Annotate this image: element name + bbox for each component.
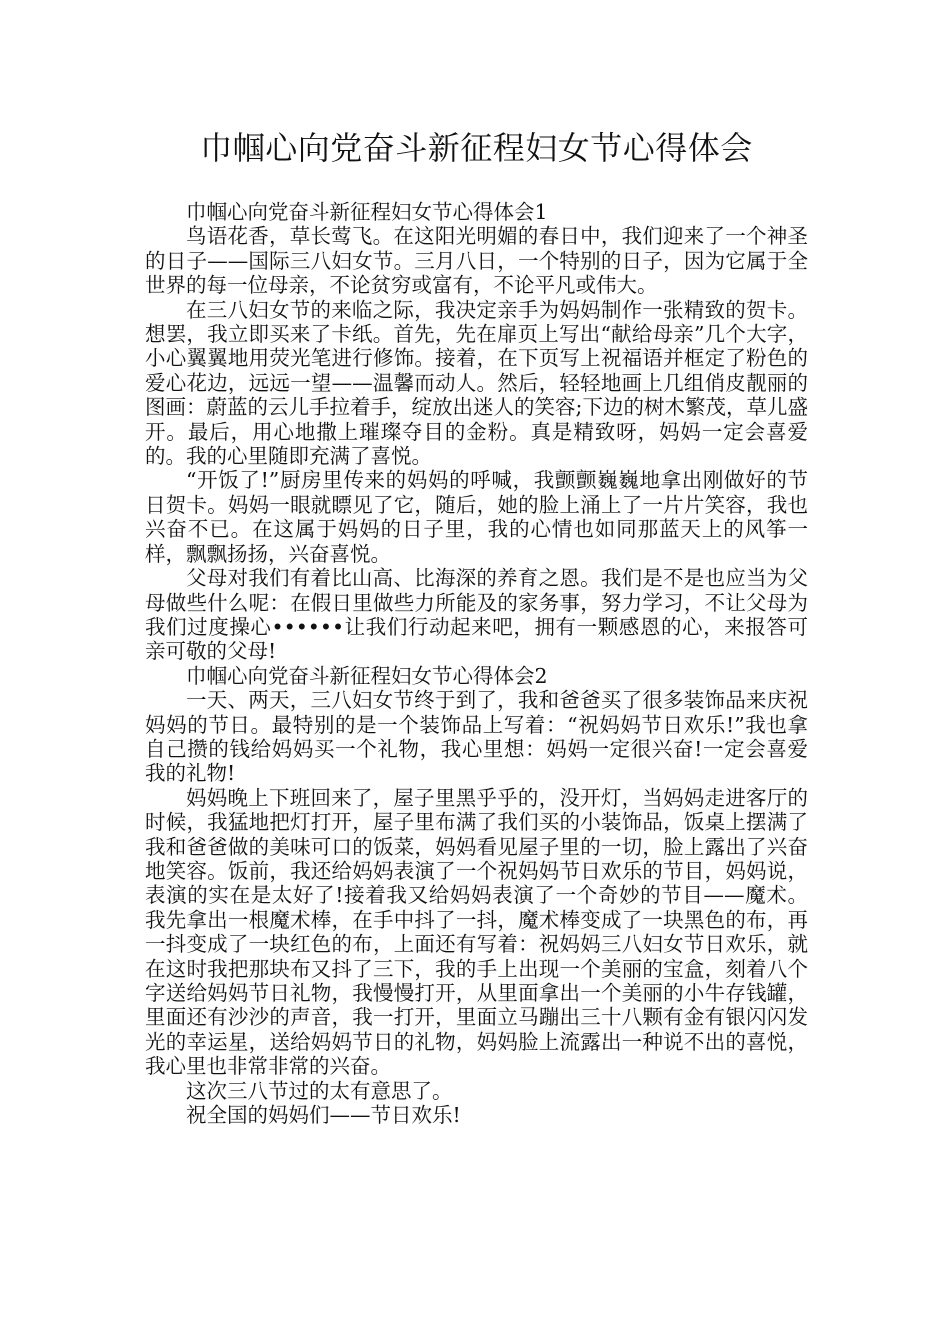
paragraph: “开饭了!”厨房里传来的妈妈的呼喊，我颤颤巍巍地拿出刚做好的节日贺卡。妈妈一眼就瞟见了它，随后，她的脸上涌上了一片片笑容，我也兴奋不已。在这属于妈妈的日子里，我的心情也如同那蓝天上的风筝一样，飘飘扬扬，兴奋喜悦。	[145, 468, 808, 566]
section-heading-2: 巾帼心向党奋斗新征程妇女节心得体会2	[186, 663, 548, 688]
paragraph: 祝全国的妈妈们——节日欢乐!	[186, 1103, 461, 1128]
paragraph: 在三八妇女节的来临之际，我决定亲手为妈妈制作一张精致的贺卡。想罢，我立即买来了卡纸。首先，先在扉页上写出“献给母亲”几个大字，小心翼翼地用荧光笔进行修饰。接着，在下页写上祝福语并框定了粉色的爱心花边，远远一望——温馨而动人。然后，轻轻地画上几组俏皮靓丽的图画：蔚蓝的云儿手拉着手，绽放出迷人的笑容;下边的树木繁茂，草儿盛开。最后，用心地撒上璀璨夺目的金粉。真是精致呀，妈妈一定会喜爱的。我的心里随即充满了喜悦。	[145, 297, 808, 469]
paragraph: 这次三八节过的太有意思了。	[186, 1078, 453, 1103]
paragraph: 父母对我们有着比山高、比海深的养育之恩。我们是不是也应当为父母做些什么呢：在假日里做些力所能及的家务事，努力学习，不让父母为我们过度操心••••••让我们行动起来吧，拥有一颗感恩的心，来报答可亲可敬的父母!	[145, 566, 808, 664]
paragraph: 一天、两天，三八妇女节终于到了，我和爸爸买了很多装饰品来庆祝妈妈的节日。最特别的是一个装饰品上写着：“祝妈妈节日欢乐!”我也拿自己攒的钱给妈妈买一个礼物，我心里想：妈妈一定很兴奋!一定会喜爱我的礼物!	[145, 688, 808, 786]
section-heading-1: 巾帼心向党奋斗新征程妇女节心得体会1	[186, 200, 548, 224]
paragraph: 妈妈晚上下班回来了，屋子里黑乎乎的，没开灯，当妈妈走进客厅的时候，我猛地把灯打开，屋子里布满了我们买的小装饰品，饭桌上摆满了我和爸爸做的美味可口的饭菜，妈妈看见屋子里的一切，脸上露出了兴奋地笑容。饭前，我还给妈妈表演了一个祝妈妈节日欢乐的节目，妈妈说，表演的实在是太好了!接着我又给妈妈表演了一个奇妙的节目——魔术。我先拿出一根魔术棒，在手中抖了一抖，魔术棒变成了一块黑色的布，再一抖变成了一块红色的布，上面还有写着：祝妈妈三八妇女节日欢乐，就在这时我把那块布又抖了三下，我的手上出现一个美丽的宝盒，刻着八个字送给妈妈节日礼物，我慢慢打开，从里面拿出一个美丽的小牛存钱罐，里面还有沙沙的声音，我一打开，里面立马蹦出三十八颗有金有银闪闪发光的幸运星，送给妈妈节日的礼物，妈妈脸上流露出一种说不出的喜悦，我心里也非常非常的兴奋。	[145, 785, 808, 1079]
paragraph: 鸟语花香，草长莺飞。在这阳光明媚的春日中，我们迎来了一个神圣的日子——国际三八妇女节。三月八日，一个特别的日子，因为它属于全世界的每一位母亲，不论贫穷或富有，不论平凡或伟大。	[145, 224, 808, 298]
document-title: 巾帼心向党奋斗新征程妇女节心得体会	[200, 129, 753, 167]
